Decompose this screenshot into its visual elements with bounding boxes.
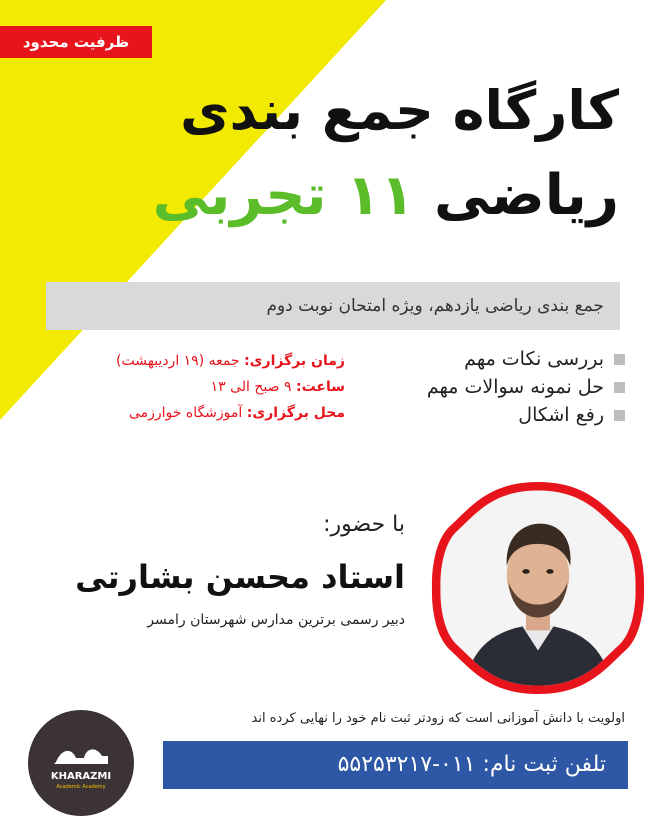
event-info: [40, 348, 345, 426]
bullet-square-icon: [614, 354, 625, 365]
event-place: [40, 400, 345, 426]
title-subject: ریاضی: [433, 163, 619, 228]
teacher-name: استاد محسن بشارتی: [75, 558, 405, 596]
subtitle-bar: جمع بندی ریاضی یازدهم، ویژه امتحان نوبت دوم: [46, 282, 620, 330]
features-list: [365, 345, 625, 429]
event-time: [40, 348, 345, 374]
logo-tagline: Academic Academy: [56, 784, 106, 790]
priority-note: اولویت با دانش آموزانی است که زودتر ثبت نام خود را نهایی کرده اند: [251, 711, 625, 726]
bullet-square-icon: [614, 382, 625, 393]
logo-brand: KHARAZMI: [50, 771, 112, 782]
title-grade: ۱۱ تجربی: [152, 163, 415, 228]
title-line2: [19, 160, 619, 232]
event-hour: [40, 374, 345, 400]
list-item: [365, 373, 625, 401]
event-place-label: محل برگزاری:: [246, 405, 345, 421]
feature-label: رفع اشکال: [518, 404, 604, 426]
bullet-square-icon: [614, 410, 625, 421]
presence-label: با حضور:: [323, 512, 405, 537]
list-item: [365, 345, 625, 373]
feature-label: حل نمونه سوالات مهم: [426, 376, 604, 398]
list-item: [365, 401, 625, 429]
limited-capacity-badge: ظرفیت محدود: [0, 26, 152, 58]
feature-label: بررسی نکات مهم: [464, 348, 604, 370]
event-time-label: زمان برگزاری:: [244, 353, 345, 369]
event-place-value: آموزشگاه خوارزمی: [128, 405, 243, 421]
event-hour-value: ۹ صبح الی ۱۳: [210, 379, 292, 395]
phone-number[interactable]: ۰۱۱-۵۵۲۵۳۲۱۷: [337, 752, 476, 777]
event-time-value: جمعه (۱۹ اردیبهشت): [116, 353, 240, 369]
teacher-description: دبیر رسمی برترین مدارس شهرستان رامسر: [147, 612, 405, 628]
title-line1: کارگاه جمع بندی: [180, 79, 619, 142]
event-hour-label: ساعت:: [295, 379, 345, 395]
registration-phone-bar: [163, 741, 628, 789]
kharazmi-logo: [26, 708, 136, 818]
teacher-photo: [428, 478, 648, 698]
phone-label: تلفن ثبت نام:: [482, 752, 606, 777]
